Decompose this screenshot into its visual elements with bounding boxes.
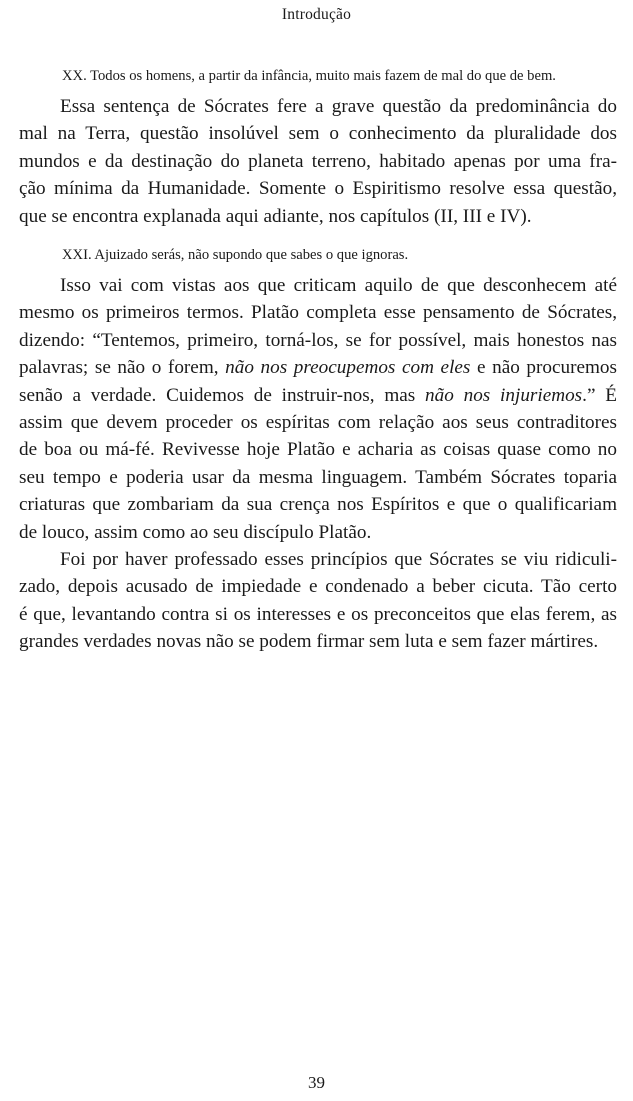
paragraph-line: seu tempo e poderia usar da mesma linguagem. Também Sócrates toparia [19,466,617,488]
paragraph-line: Foi por haver professado esses princípios que Sócrates se viu ridiculi- [60,549,617,570]
running-head: Introdução [281,6,352,23]
paragraph-line: Isso vai com vistas aos que criticam aquilo de que desconhecem até [60,275,617,296]
paragraph-line: criaturas que zombariam da sua crença nos Espíritos e que o qualificariam [19,494,617,516]
paragraph-line: de boa ou má-fé. Revivesse hoje Platão e acharia as coisas quase como no [19,439,617,461]
paragraph-line: mal na Terra, questão insolúvel sem o conhecimento da pluralidade dos [19,123,617,145]
italic-run: não nos injuriemos [425,384,583,406]
paragraph-line: de louco, assim como ao seu discípulo Platão. [19,521,372,543]
text-run: .” É [582,384,617,406]
paragraph-line: ção mínima da Humanidade. Somente o Espiritismo resolve essa questão, [19,178,617,200]
italic-run: não nos preocupemos com eles [225,357,471,379]
paragraph-line-with-italic [19,382,617,409]
paragraph-line: zado, depois acusado de impiedade e condenado a beber cicuta. Tão certo [19,576,617,598]
maxim-xx: XX. Todos os homens, a partir da infância, muito mais fazem de mal do que de bem. [62,68,556,84]
paragraph-line: Essa sentença de Sócrates fere a grave questão da predominância do [60,96,617,117]
paragraph-2 [19,272,617,546]
paragraph-3 [19,546,617,656]
paragraph-line-with-italic [19,354,617,381]
paragraph-line: mesmo os primeiros termos. Platão completa esse pensamento de Sócrates, [19,302,617,324]
paragraph-line: que se encontra explanada aqui adiante, nos capítulos (II, III e IV). [19,205,532,227]
paragraph-line: assim que devem proceder os espíritas com relação aos seus contraditores [19,412,617,434]
paragraph-line: grandes verdades novas não se podem firmar sem luta e sem fazer mártires. [19,631,599,653]
paragraph-1 [19,93,617,230]
text-run: palavras; se não o forem, [19,357,226,379]
paragraph-line: dizendo: “Tentemos, primeiro, torná-los, se for possível, mais honestos nas [19,329,617,351]
maxim-xxi: XXI. Ajuizado serás, não supondo que sabes o que ignoras. [62,247,409,263]
paragraph-line: é que, levantando contra si os interesses e os preconceitos que elas ferem, as [19,603,617,625]
text-run: e não procuremos [470,357,617,379]
text-run: senão a verdade. Cuidemos de instruir-nos, mas [19,384,426,406]
paragraph-line: mundos e da destinação do planeta terreno, habitado apenas por uma fra- [19,150,617,172]
page-number: 39 [308,1073,325,1092]
